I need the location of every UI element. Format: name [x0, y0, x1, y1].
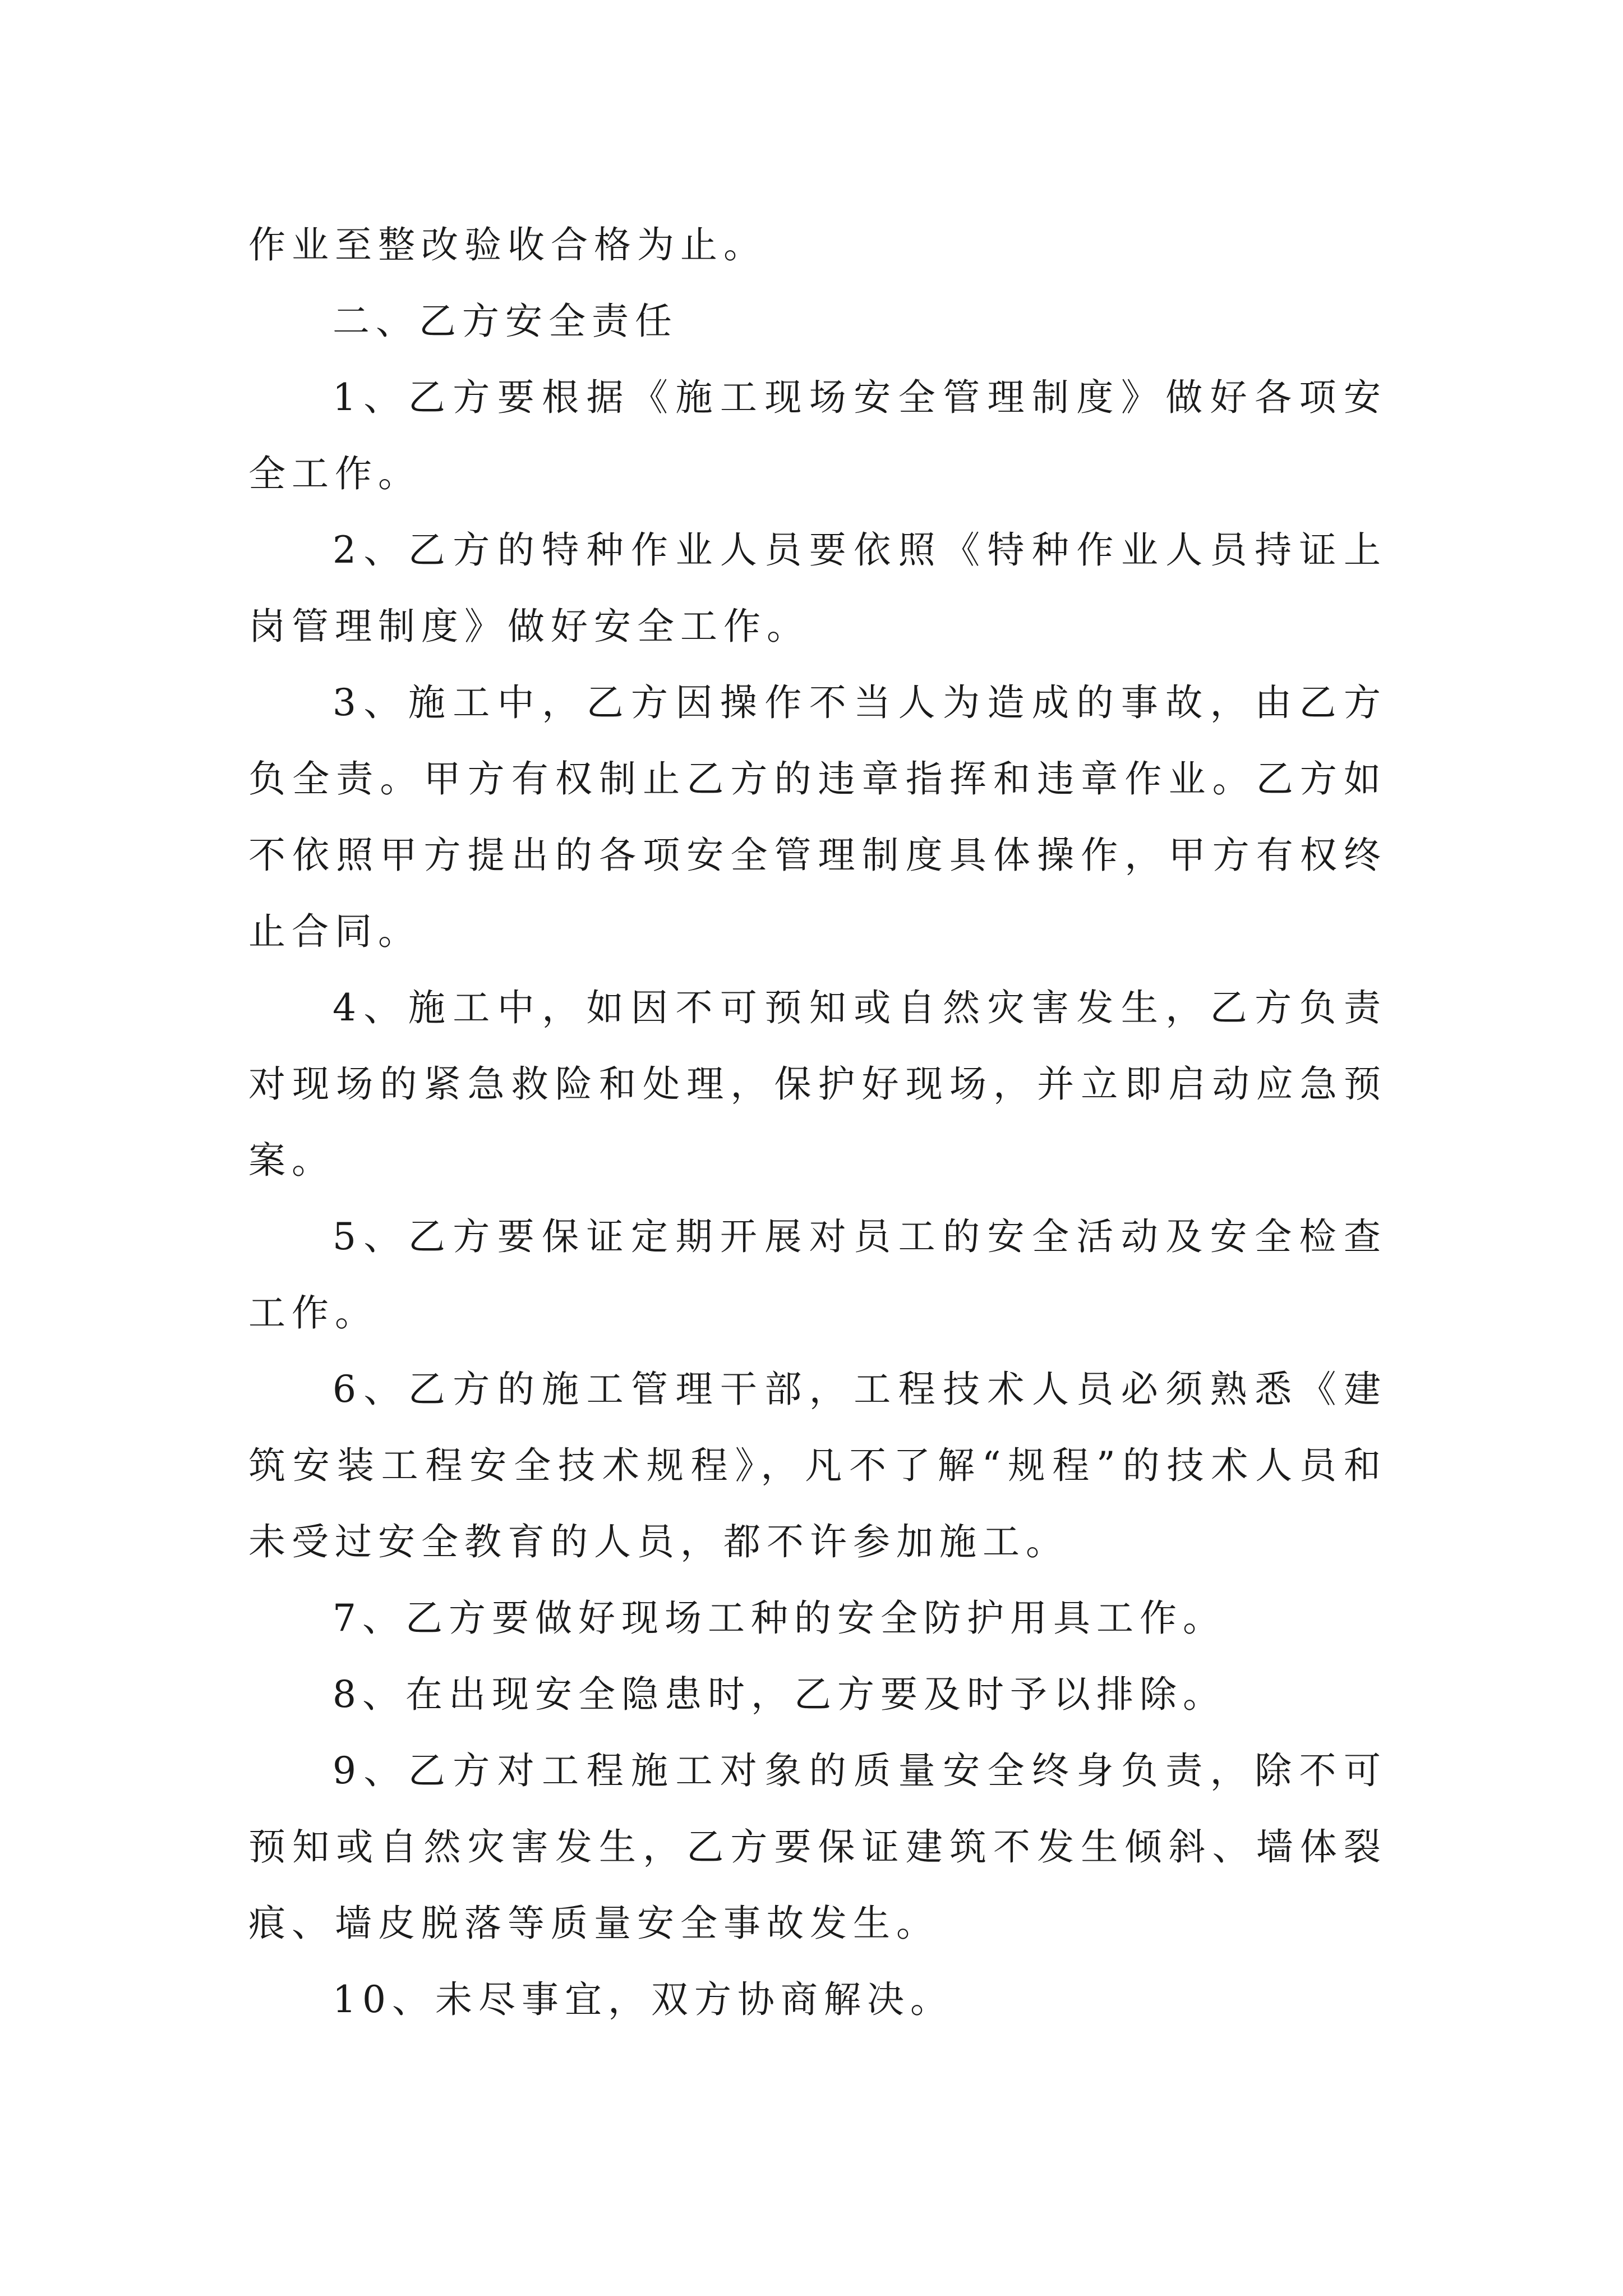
- clause-2: 2、乙方的特种作业人员要依照《特种作业人员持证上岗管理制度》做好安全工作。: [248, 528, 1387, 648]
- clause-3: 3、施工中，乙方因操作不当人为造成的事故，由乙方负全责。甲方有权制止乙方的违章指挥和违章作业。乙方如不依照甲方提出的各项安全管理制度具体操作，甲方有权终止合同。: [248, 681, 1387, 953]
- clause-7: 7、乙方要做好现场工种的安全防护用具工作。: [333, 1596, 1226, 1640]
- clause-1: 1、乙方要根据《施工现场安全管理制度》做好各项安全工作。: [248, 376, 1387, 495]
- clause-9: 9、乙方对工程施工对象的质量安全终身负责，除不可预知或自然灾害发生，乙方要保证建筑不发生倾斜、墙体裂痕、墙皮脱落等质量安全事故发生。: [248, 1749, 1387, 1945]
- clause-4: 4、施工中，如因不可预知或自然灾害发生，乙方负责对现场的紧急救险和处理，保护好现场，并立即启动应急预案。: [248, 986, 1387, 1182]
- document-body: [248, 207, 1387, 2038]
- clause-6: 6、乙方的施工管理干部，工程技术人员必须熟悉《建筑安装工程安全技术规程》，凡不了解“规程”的技术人员和未受过安全教育的人员，都不许参加施工。: [248, 1368, 1387, 1563]
- clause-8: 8、在出现安全隐患时，乙方要及时予以排除。: [333, 1673, 1226, 1716]
- clause-5: 5、乙方要保证定期开展对员工的安全活动及安全检查工作。: [248, 1215, 1387, 1335]
- paragraph-continuation: 作业至整改验收合格为止。: [248, 223, 767, 266]
- clause-10: 10、未尽事宜，双方协商解决。: [333, 1978, 953, 2021]
- section-heading: 二、乙方安全责任: [333, 300, 678, 343]
